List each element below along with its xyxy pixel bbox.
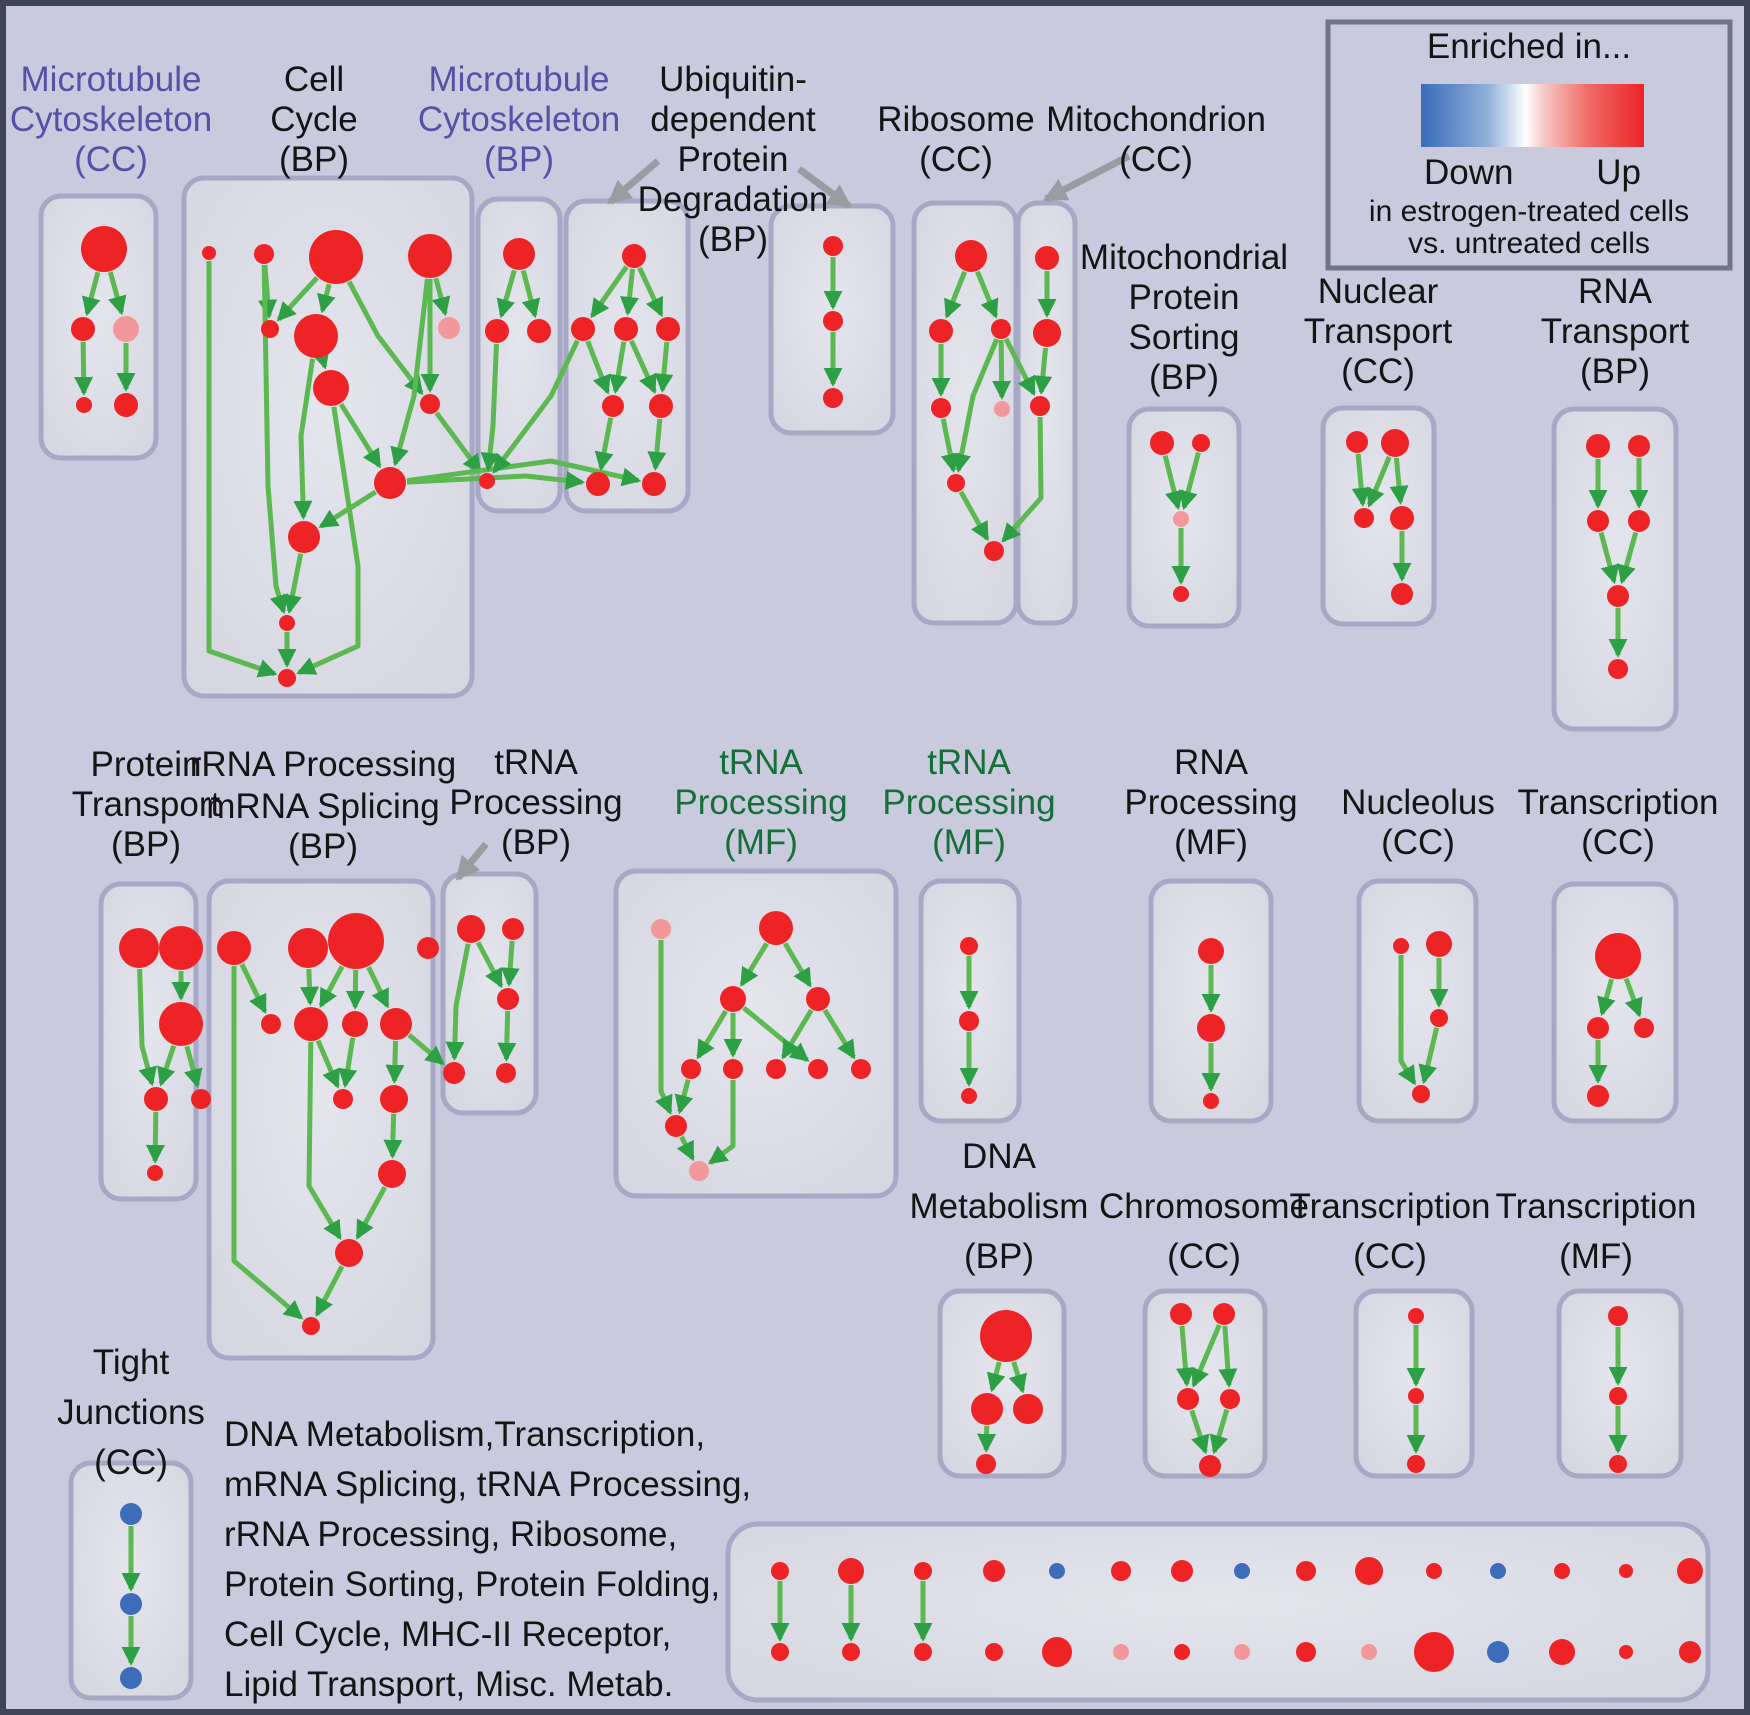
go-term-node-r3 bbox=[991, 319, 1011, 339]
go-term-node-g5 bbox=[681, 1059, 701, 1079]
edge bbox=[322, 358, 325, 367]
label-ubiquitin-dependent-protein-degradation-bp: Ubiquitin-dependent Protein Degradation (BP) bbox=[637, 60, 829, 259]
strip-node-top-2 bbox=[838, 1558, 864, 1584]
strip-node-bottom-12 bbox=[1487, 1641, 1509, 1663]
go-term-node-t1 bbox=[457, 915, 485, 943]
go-term-node-a2 bbox=[71, 317, 95, 341]
go-term-node-h1 bbox=[960, 937, 978, 955]
go-term-node-r6 bbox=[947, 474, 965, 492]
label-trna-processing-mf-1: tRNA Processing (MF) bbox=[674, 743, 848, 862]
go-term-node-q5 bbox=[1607, 585, 1629, 607]
box-bottom-strip bbox=[728, 1524, 1708, 1700]
strip-node-top-15 bbox=[1677, 1558, 1703, 1584]
strip-node-bottom-15 bbox=[1679, 1641, 1701, 1663]
go-term-node-c4 bbox=[1220, 1389, 1240, 1409]
label-nuclear-transport-cc: Nuclear Transport (CC) bbox=[1303, 272, 1453, 391]
go-term-node-d2 bbox=[971, 1393, 1003, 1425]
go-term-node-q3 bbox=[1587, 510, 1609, 532]
label-nucleolus-cc: Nucleolus (CC) bbox=[1341, 783, 1495, 862]
go-term-node-d3 bbox=[1013, 1394, 1043, 1424]
go-term-node-t3 bbox=[497, 988, 519, 1010]
go-term-node-mo1 bbox=[1035, 246, 1059, 270]
go-term-node-t4 bbox=[443, 1062, 465, 1084]
go-term-node-tj3 bbox=[120, 1667, 142, 1689]
edge bbox=[509, 941, 512, 984]
go-term-node-h3 bbox=[961, 1088, 977, 1104]
strip-node-top-3 bbox=[914, 1562, 932, 1580]
go-term-node-g6 bbox=[723, 1059, 743, 1079]
go-term-node-u3 bbox=[614, 317, 638, 341]
go-term-node-tj2 bbox=[120, 1593, 142, 1615]
label-mitochondrial-protein-sorting-bp: Mitochondrial Protein Sorting (BP) bbox=[1079, 238, 1289, 397]
go-term-node-i1 bbox=[1198, 938, 1224, 964]
go-term-node-n2 bbox=[1381, 429, 1409, 457]
go-term-node-p4 bbox=[1173, 586, 1189, 602]
go-term-node-cc5 bbox=[261, 320, 279, 338]
label-transcription-cc-mid: Transcription (CC) bbox=[1517, 783, 1719, 862]
go-term-node-s6 bbox=[294, 1007, 328, 1041]
box-nucleolus bbox=[1359, 881, 1476, 1121]
go-term-node-n5 bbox=[1391, 583, 1413, 605]
go-term-node-v2 bbox=[823, 311, 843, 331]
go-term-node-c5 bbox=[1199, 1455, 1221, 1477]
label-protein-transport-bp: Protein Transport (BP) bbox=[71, 745, 221, 864]
go-term-node-mo3 bbox=[1030, 396, 1050, 416]
pointer-to-mitochondrion-box-icon bbox=[1046, 156, 1129, 199]
go-term-node-u2 bbox=[571, 317, 595, 341]
figure-canvas bbox=[6, 6, 1744, 1709]
strip-node-bottom-2 bbox=[842, 1643, 860, 1661]
strip-node-top-5 bbox=[1049, 1563, 1065, 1579]
edge bbox=[1001, 340, 1002, 397]
go-term-node-cc6 bbox=[294, 314, 338, 358]
go-term-node-t2 bbox=[502, 918, 524, 940]
label-trna-processing-bp: tRNA Processing (BP) bbox=[449, 743, 623, 862]
strip-node-bottom-13 bbox=[1549, 1639, 1575, 1665]
label-dna-metabolism-bp: DNA Metabolism (BP) bbox=[909, 1137, 1089, 1276]
label-ribosome-cc: Ribosome (CC) bbox=[877, 100, 1035, 179]
go-term-node-mb3 bbox=[527, 319, 551, 343]
go-term-node-u1 bbox=[622, 244, 646, 268]
go-term-node-w3 bbox=[159, 1002, 203, 1046]
strip-node-top-8 bbox=[1234, 1563, 1250, 1579]
go-term-node-j2 bbox=[1426, 931, 1452, 957]
strip-node-bottom-8 bbox=[1234, 1644, 1250, 1660]
go-term-node-p1 bbox=[1150, 431, 1174, 455]
edge bbox=[394, 1041, 395, 1081]
go-term-node-s11 bbox=[378, 1160, 406, 1188]
go-term-node-c2 bbox=[1213, 1303, 1235, 1325]
strip-node-top-14 bbox=[1619, 1564, 1633, 1578]
go-term-node-l3 bbox=[1407, 1455, 1425, 1473]
strip-node-top-4 bbox=[983, 1560, 1005, 1582]
go-term-node-cc3 bbox=[309, 230, 363, 284]
go-term-node-cc7 bbox=[438, 317, 460, 339]
shared-categories-text: DNA Metabolism,Transcription, mRNA Splicing, tRNA Processing, rRNA Processing, Ribosome, Protein Sorting, Protein Folding, Cell Cycle, MHC-II Receptor, Lipid Transport, Misc. Metab. bbox=[224, 1415, 752, 1704]
strip-node-bottom-7 bbox=[1174, 1644, 1190, 1660]
legend-down-label: Down bbox=[1424, 153, 1514, 192]
label-tight-junctions-cc: Tight Junctions (CC) bbox=[57, 1343, 205, 1482]
go-term-node-u7 bbox=[586, 472, 610, 496]
go-term-node-u4 bbox=[656, 317, 680, 341]
strip-node-top-12 bbox=[1490, 1563, 1506, 1579]
go-term-node-s5 bbox=[261, 1014, 281, 1034]
go-term-node-u6 bbox=[649, 394, 673, 418]
go-term-node-w2 bbox=[159, 926, 203, 970]
strip-node-top-11 bbox=[1426, 1563, 1442, 1579]
go-term-node-w1 bbox=[119, 928, 159, 968]
go-term-node-q2 bbox=[1628, 435, 1650, 457]
go-term-node-u8 bbox=[642, 472, 666, 496]
go-term-node-q6 bbox=[1608, 659, 1628, 679]
label-microtubule-cytoskeleton-cc: Microtubule Cytoskeleton (CC) bbox=[9, 60, 213, 179]
edge bbox=[83, 342, 84, 393]
go-term-node-s7 bbox=[342, 1011, 368, 1037]
go-term-node-g2 bbox=[759, 911, 793, 945]
go-term-node-m3 bbox=[1609, 1455, 1627, 1473]
go-term-node-t5 bbox=[496, 1063, 516, 1083]
go-term-node-j3 bbox=[1430, 1009, 1448, 1027]
go-term-node-s13 bbox=[302, 1317, 320, 1335]
go-term-node-cc4 bbox=[408, 234, 452, 278]
go-term-node-j4 bbox=[1412, 1085, 1430, 1103]
go-term-node-s8 bbox=[380, 1008, 412, 1040]
strip-node-bottom-4 bbox=[985, 1643, 1003, 1661]
strip-node-bottom-6 bbox=[1113, 1644, 1129, 1660]
go-term-node-c1 bbox=[1170, 1303, 1192, 1325]
strip-node-bottom-5 bbox=[1042, 1637, 1072, 1667]
strip-node-top-9 bbox=[1296, 1561, 1316, 1581]
go-term-node-a4 bbox=[76, 397, 92, 413]
go-term-node-c3 bbox=[1177, 1388, 1199, 1410]
strip-node-top-10 bbox=[1355, 1557, 1383, 1585]
go-term-node-mb4 bbox=[479, 473, 495, 489]
go-term-node-a1 bbox=[81, 226, 127, 272]
legend-caption-line2: vs. untreated cells bbox=[1408, 227, 1650, 260]
go-term-node-k4 bbox=[1587, 1085, 1609, 1107]
legend-up-label: Up bbox=[1596, 153, 1641, 192]
go-term-node-p2 bbox=[1192, 434, 1210, 452]
go-term-node-h2 bbox=[959, 1011, 979, 1031]
strip-node-bottom-14 bbox=[1619, 1645, 1633, 1659]
go-term-node-g11 bbox=[689, 1161, 709, 1181]
strip-node-bottom-10 bbox=[1361, 1644, 1377, 1660]
go-term-node-g10 bbox=[665, 1115, 687, 1137]
strip-node-bottom-9 bbox=[1296, 1642, 1316, 1662]
go-term-node-k1 bbox=[1595, 933, 1641, 979]
go-term-node-mb2 bbox=[485, 319, 509, 343]
label-cell-cycle-bp: Cell Cycle (BP) bbox=[270, 60, 358, 179]
go-term-node-g8 bbox=[808, 1059, 828, 1079]
edge bbox=[392, 1114, 393, 1156]
go-term-node-k3 bbox=[1634, 1018, 1654, 1038]
strip-node-top-1 bbox=[771, 1562, 789, 1580]
go-term-node-a5 bbox=[114, 393, 138, 417]
go-term-node-cc9 bbox=[420, 394, 440, 414]
go-term-node-d4 bbox=[976, 1454, 996, 1474]
go-term-node-g9 bbox=[851, 1059, 871, 1079]
go-term-node-r5 bbox=[994, 401, 1010, 417]
go-term-node-r1 bbox=[955, 240, 987, 272]
go-term-node-s4 bbox=[417, 937, 439, 959]
go-term-node-l2 bbox=[1408, 1388, 1424, 1404]
go-term-node-cc10 bbox=[374, 467, 406, 499]
go-term-node-cc12 bbox=[279, 615, 295, 631]
go-term-node-r2 bbox=[929, 319, 953, 343]
label-rrna-processing-mrna-splicing-bp: rRNA Processing mRNA Splicing (BP) bbox=[189, 745, 457, 866]
go-term-node-s3 bbox=[328, 913, 384, 969]
label-microtubule-cytoskeleton-bp: Microtubule Cytoskeleton (BP) bbox=[417, 60, 621, 179]
go-term-node-q1 bbox=[1586, 434, 1610, 458]
go-term-node-i2 bbox=[1197, 1014, 1225, 1042]
go-term-node-mo2 bbox=[1033, 319, 1061, 347]
label-mitochondrion-cc: Mitochondrion (CC) bbox=[1046, 100, 1266, 179]
go-term-node-r4 bbox=[931, 398, 951, 418]
go-term-node-v1 bbox=[823, 236, 843, 256]
strip-node-bottom-11 bbox=[1414, 1632, 1454, 1672]
go-term-node-d1 bbox=[980, 1310, 1032, 1362]
legend-caption-line1: in estrogen-treated cells bbox=[1368, 195, 1690, 228]
go-term-node-j1 bbox=[1393, 938, 1409, 954]
strip-node-bottom-3 bbox=[914, 1643, 932, 1661]
go-term-node-cc1 bbox=[202, 246, 216, 260]
go-term-node-n3 bbox=[1354, 508, 1374, 528]
go-term-node-w5 bbox=[191, 1089, 211, 1109]
strip-node-top-6 bbox=[1111, 1561, 1131, 1581]
go-term-node-u5 bbox=[602, 395, 624, 417]
go-term-node-n4 bbox=[1390, 506, 1414, 530]
label-trna-processing-mf-2: tRNA Processing (MF) bbox=[882, 743, 1056, 862]
enrichment-gradient-bar bbox=[1421, 84, 1644, 147]
go-term-node-cc11 bbox=[288, 521, 320, 553]
label-rna-transport-bp: RNA Transport (BP) bbox=[1540, 272, 1690, 391]
go-term-node-n1 bbox=[1346, 431, 1368, 453]
go-term-node-s9 bbox=[333, 1089, 353, 1109]
box-nuclear-transport bbox=[1323, 408, 1434, 624]
edge bbox=[155, 1112, 156, 1161]
go-term-node-w4 bbox=[144, 1087, 168, 1111]
go-term-node-cc13 bbox=[278, 669, 296, 687]
edge bbox=[506, 1011, 507, 1059]
label-rna-processing-mf: RNA Processing (MF) bbox=[1124, 743, 1298, 862]
label-transcription-cc-low: Transcription (CC) bbox=[1289, 1187, 1491, 1276]
label-transcription-mf: Transcription (MF) bbox=[1495, 1187, 1697, 1276]
go-term-node-q4 bbox=[1628, 510, 1650, 532]
go-term-node-g4 bbox=[806, 987, 830, 1011]
go-term-node-s1 bbox=[217, 931, 251, 965]
go-term-node-l1 bbox=[1408, 1308, 1424, 1324]
go-term-node-g3 bbox=[720, 986, 746, 1012]
go-term-node-s10 bbox=[380, 1085, 408, 1113]
strip-node-top-13 bbox=[1554, 1563, 1570, 1579]
legend-title: Enriched in... bbox=[1426, 27, 1632, 66]
go-term-node-s2 bbox=[288, 928, 328, 968]
legend bbox=[1328, 22, 1730, 268]
go-term-node-i3 bbox=[1203, 1093, 1219, 1109]
go-term-node-k2 bbox=[1587, 1017, 1609, 1039]
go-term-node-s12 bbox=[335, 1239, 363, 1267]
go-term-node-cc8 bbox=[313, 370, 349, 406]
edge bbox=[309, 969, 310, 1003]
go-term-node-r7 bbox=[984, 541, 1004, 561]
go-term-node-g7 bbox=[766, 1059, 786, 1079]
go-term-node-cc2 bbox=[254, 244, 274, 264]
go-term-node-g1 bbox=[651, 919, 671, 939]
go-term-node-mb1 bbox=[503, 238, 535, 270]
strip-node-top-7 bbox=[1171, 1560, 1193, 1582]
go-term-node-v3 bbox=[823, 388, 843, 408]
label-chromosome-cc: Chromosome (CC) bbox=[1098, 1187, 1310, 1276]
go-term-node-m2 bbox=[1609, 1387, 1627, 1405]
go-term-node-p3 bbox=[1173, 511, 1189, 527]
go-term-node-w6 bbox=[147, 1165, 163, 1181]
box-transcription-cc-mid bbox=[1554, 884, 1676, 1121]
go-term-node-m1 bbox=[1608, 1306, 1628, 1326]
box-rna-transport bbox=[1554, 409, 1676, 729]
strip-node-bottom-1 bbox=[771, 1643, 789, 1661]
go-term-node-a3 bbox=[113, 316, 139, 342]
go-term-node-tj1 bbox=[120, 1503, 142, 1525]
